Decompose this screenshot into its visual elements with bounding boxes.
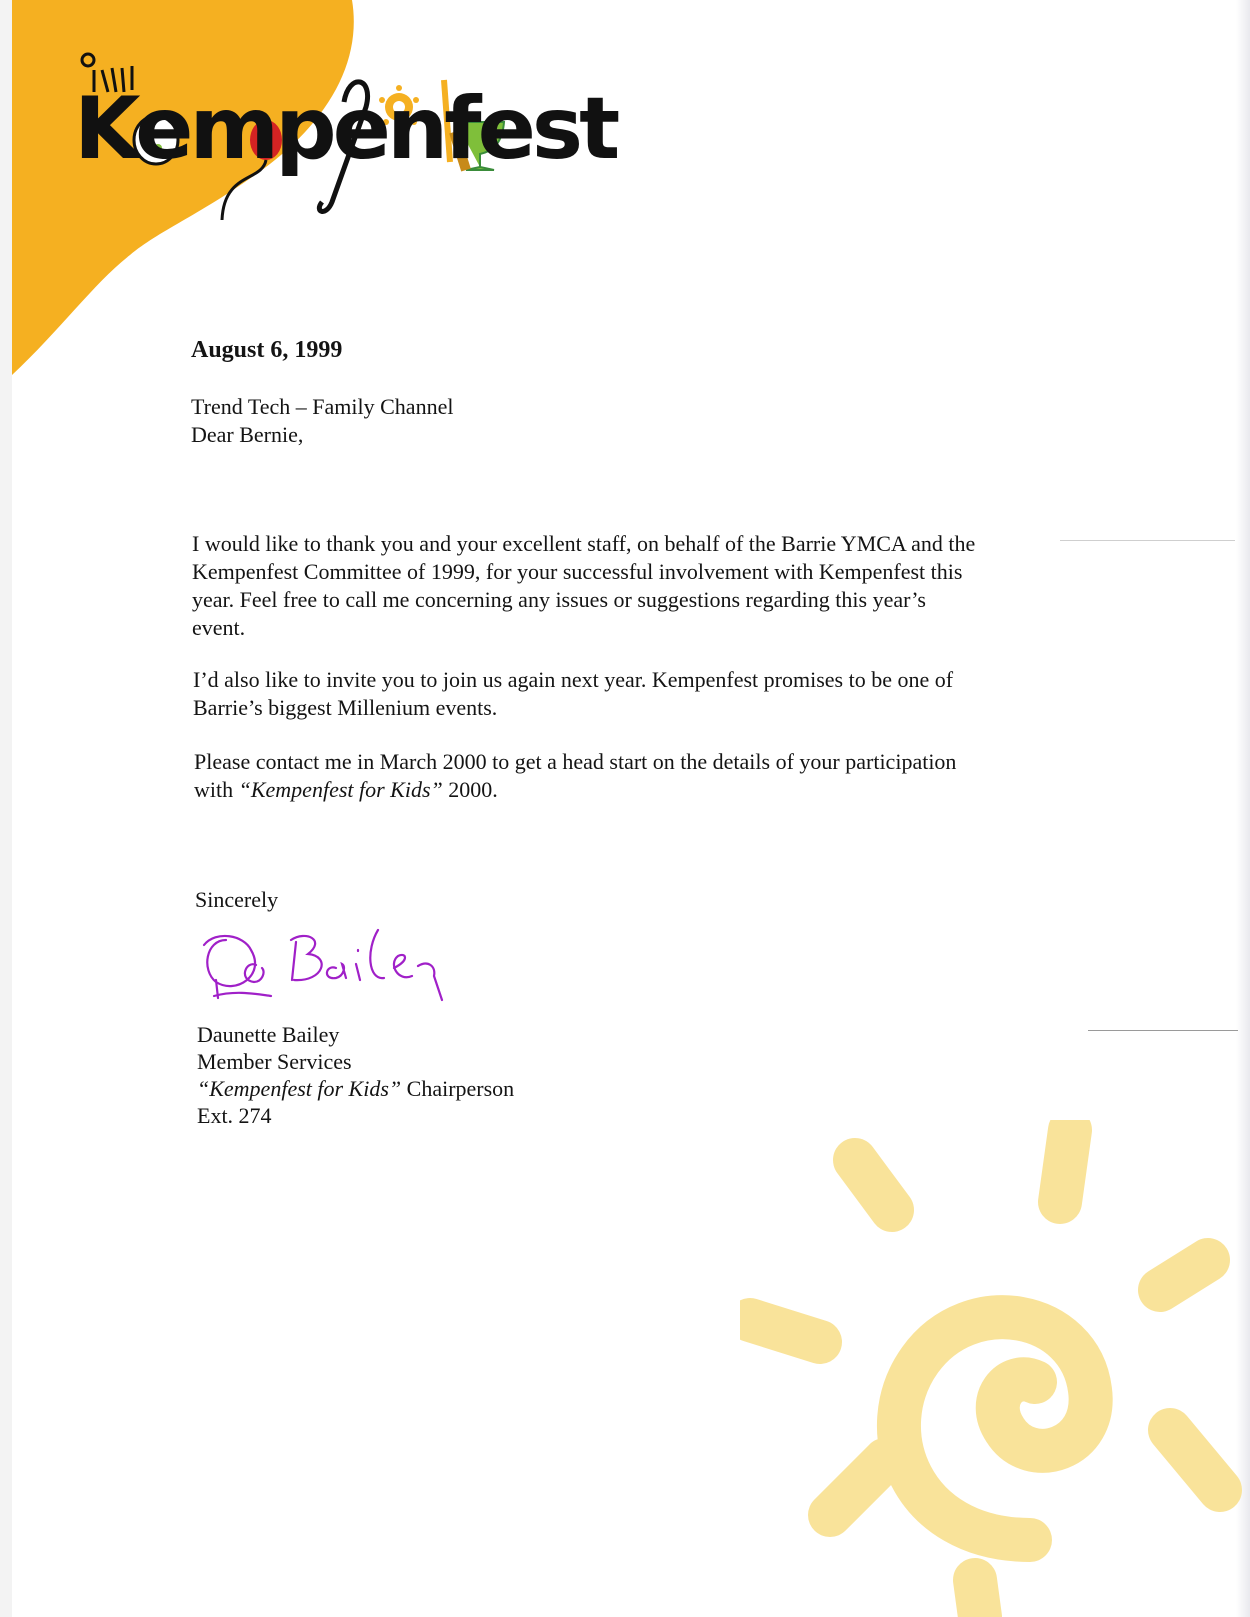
signer-extension: Ext. 274 (197, 1103, 272, 1128)
signer-name: Daunette Bailey (197, 1022, 340, 1047)
title-suffix: Chairperson (401, 1076, 515, 1101)
closing: Sincerely (195, 887, 279, 912)
paper-crease (1088, 1030, 1238, 1031)
paragraph-line: I’d also like to invite you to join us again next year. Kempenfest promises to be one of (193, 667, 954, 692)
paragraph-invite (193, 666, 1053, 722)
contact-suffix: 2000. (442, 777, 498, 802)
kempenfest-logo (74, 52, 617, 232)
event-name-italic: “Kempenfest for Kids” (238, 777, 443, 802)
paragraph-line: Please contact me in March 2000 to get a head start on the details of your participation (194, 749, 957, 774)
recipient-line: Trend Tech – Family Channel (191, 394, 454, 419)
handwritten-signature (196, 920, 466, 1010)
logo-wordmark: Kempenfest (74, 79, 617, 179)
paragraph-line: Barrie’s biggest Millenium events. (193, 695, 498, 720)
signer-title (197, 1075, 514, 1103)
paragraph-line (194, 776, 1054, 804)
letter-date: August 6, 1999 (191, 337, 343, 363)
paper-crease (1060, 540, 1235, 541)
salutation: Dear Bernie, (191, 422, 304, 447)
sun-watermark-icon (740, 1120, 1250, 1617)
contact-prefix: with (194, 777, 239, 802)
signer-department: Member Services (197, 1049, 352, 1074)
paragraph-line: Kempenfest Committee of 1999, for your successful involvement with Kempenfest this (192, 559, 963, 584)
paragraph-line: event. (192, 615, 246, 640)
paragraph-line: I would like to thank you and your excellent staff, on behalf of the Barrie YMCA and the (192, 531, 976, 556)
event-name-italic: “Kempenfest for Kids” (197, 1076, 402, 1101)
paragraph-line: year. Feel free to call me concerning any issues or suggestions regarding this year’s (192, 587, 926, 612)
paragraph-contact (194, 748, 1054, 804)
paragraph-thanks (192, 530, 1052, 642)
